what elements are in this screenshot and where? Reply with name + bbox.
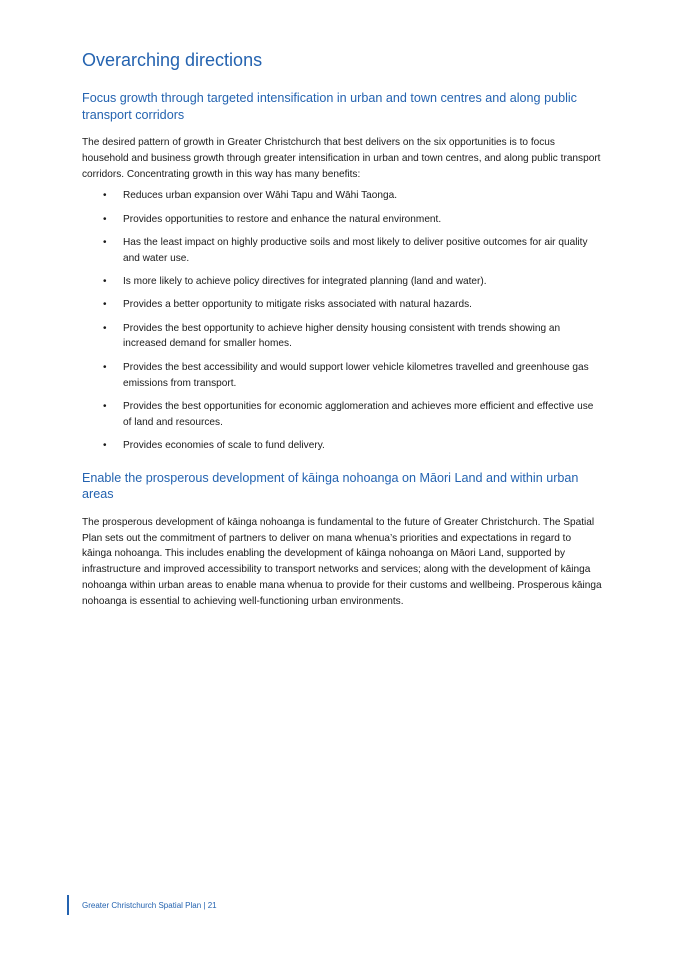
section-2-title: Enable the prosperous development of kāinga nohoanga on Māori Land and within urban areas: [82, 470, 579, 502]
list-item: [82, 438, 602, 454]
list-item-text: Has the least impact on highly productive soils and most likely to deliver positive outcomes for air quality and water use.: [123, 236, 588, 264]
page-heading: Overarching directions: [82, 50, 263, 70]
bullet-icon: •: [103, 299, 107, 311]
bullet-icon: •: [103, 276, 107, 288]
list-item: [82, 321, 602, 353]
document-page: [82, 48, 602, 610]
bullet-icon: •: [103, 361, 107, 373]
list-item-text: Provides the best opportunity to achieve higher density housing consistent with trends showing an increased demand for smaller homes.: [123, 322, 561, 350]
bullet-icon: •: [103, 400, 107, 412]
section-1-title: Focus growth through targeted intensification in urban and town centres and along public transport corridors: [82, 91, 577, 122]
list-item: [82, 212, 602, 228]
footer-text: Greater Christchurch Spatial Plan | 21: [82, 900, 217, 910]
list-item: [82, 188, 602, 204]
section-2-body: The prosperous development of kāinga nohoanga is fundamental to the future of Greater Christchurch. The Spatial Plan sets out the commitment of partners to deliver on mana whenua’s priorities and expectations in regard to kāinga nohoanga. This includes enabling the development of kāinga nohoanga on Māori Land, supported by infrastructure and improved accessibility to transport networks and services; along with the development of kāinga nohoanga within urban areas to enable mana whenua to provide for their customs and wellbeing. Prosperous kāinga nohoanga is essential to achieving well-functioning urban environments.: [82, 516, 602, 607]
list-item: [82, 297, 602, 313]
list-item-text: Is more likely to achieve policy directives for integrated planning (land and water).: [123, 276, 487, 288]
page-footer: [67, 895, 217, 915]
list-item: [82, 274, 602, 290]
list-item: [82, 360, 602, 392]
list-item-text: Provides opportunities to restore and enhance the natural environment.: [123, 213, 442, 225]
list-item-text: Provides economies of scale to fund delivery.: [123, 439, 325, 451]
bullet-icon: •: [103, 322, 107, 334]
bullet-icon: •: [103, 213, 107, 225]
list-item-text: Provides the best opportunities for economic agglomeration and achieves more efficient and effective use of land and resources.: [123, 400, 594, 428]
list-item-text: Provides a better opportunity to mitigate risks associated with natural hazards.: [123, 299, 472, 311]
bullet-icon: •: [103, 439, 107, 451]
list-item: [82, 399, 602, 431]
bullet-icon: •: [103, 236, 107, 248]
bullet-icon: •: [103, 190, 107, 202]
list-item-text: Reduces urban expansion over Wāhi Tapu and Wāhi Taonga.: [123, 190, 398, 202]
footer-accent-bar: [67, 895, 69, 915]
list-item-text: Provides the best accessibility and would support lower vehicle kilometres travelled and greenhouse gas emissions from transport.: [123, 361, 589, 389]
benefits-list: [82, 188, 602, 453]
section-1-intro: The desired pattern of growth in Greater Christchurch that best delivers on the six opportunities is to focus household and business growth through greater intensification in urban and town centres, and along public transport corridors. Concentrating growth in this way has many benefits:: [82, 137, 601, 180]
list-item: [82, 235, 602, 267]
